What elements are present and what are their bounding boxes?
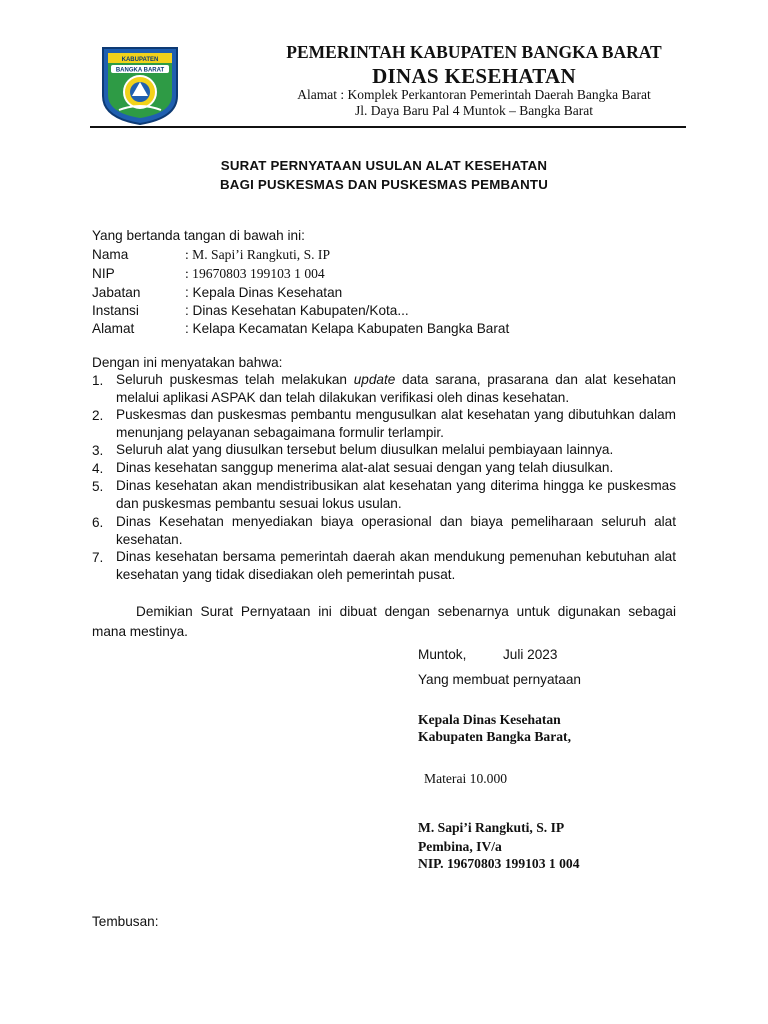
list-item: Dinas Kesehatan menyediakan biaya operasional dan biaya pemeliharaan seluruh alat kesehatan.: [116, 514, 676, 547]
field-label-alamat: Alamat: [92, 321, 135, 336]
signer-rank: Pembina, IV/a: [418, 839, 502, 854]
closing-paragraph: Demikian Surat Pernyataan ini dibuat dengan sebenarnya untuk digunakan sebagai mana mestinya.: [92, 604, 676, 639]
item-number: 5.: [92, 479, 104, 494]
field-value-nama: : M. Sapi’i Rangkuti, S. IP: [185, 247, 331, 262]
signer-position-1: Kepala Dinas Kesehatan: [418, 712, 561, 727]
letterhead-divider: [90, 126, 686, 128]
address-line-1: Alamat : Komplek Perkantoran Pemerintah Daerah Bangka Barat: [297, 87, 651, 102]
field-label-nip: NIP: [92, 266, 115, 281]
list-item: Dinas kesehatan bersama pemerintah daerah akan mendukung pemenuhan kebutuhan alat kesehatan yang tidak disediakan oleh pemerintah pusat.: [116, 549, 676, 582]
government-name: PEMERINTAH KABUPATEN BANGKA BARAT: [286, 42, 662, 62]
signer-name: M. Sapi’i Rangkuti, S. IP: [418, 820, 565, 835]
list-item: Dinas kesehatan sanggup menerima alat-alat sesuai dengan yang telah diusulkan.: [116, 460, 614, 475]
regency-logo: [99, 44, 181, 126]
document-title-line-1: SURAT PERNYATAAN USULAN ALAT KESEHATAN: [220, 158, 548, 173]
field-value-alamat: : Kelapa Kecamatan Kelapa Kabupaten Bangka Barat: [185, 321, 510, 336]
item-number: 3.: [92, 443, 104, 458]
signer-position-2: Kabupaten Bangka Barat,: [418, 729, 571, 744]
field-value-jabatan: : Kepala Dinas Kesehatan: [185, 285, 343, 300]
agency-name: DINAS KESEHATAN: [372, 64, 576, 88]
logo-top-text: KABUPATEN: [121, 57, 159, 63]
statement-intro: Dengan ini menyatakan bahwa:: [92, 355, 283, 370]
signing-date: Juli 2023: [503, 647, 558, 662]
field-label-instansi: Instansi: [92, 303, 139, 318]
signing-place: Muntok,: [418, 647, 467, 662]
item-number: 7.: [92, 550, 104, 565]
address-line-2: Jl. Daya Baru Pal 4 Muntok – Bangka Barat: [354, 103, 594, 118]
item-number: 1.: [92, 373, 104, 388]
list-item: Puskesmas dan puskesmas pembantu mengusulkan alat kesehatan yang dibutuhkan dalam menunjang pelayanan sebagaimana formulir terlampir.: [116, 407, 676, 440]
list-item: Seluruh puskesmas telah melakukan update data sarana, prasarana dan alat kesehatan melalui aplikasi ASPAK dan telah dilakukan verifikasi oleh dinas kesehatan.: [116, 372, 676, 405]
intro-text: Yang bertanda tangan di bawah ini:: [92, 228, 305, 243]
carbon-copy-label: Tembusan:: [92, 914, 159, 929]
field-value-nip: : 19670803 199103 1 004: [185, 266, 325, 281]
list-item: Dinas kesehatan akan mendistribusikan alat kesehatan yang diterima hingga ke puskesmas dan puskesmas pembantu sesuai lokus usulan.: [116, 478, 676, 511]
field-label-jabatan: Jabatan: [92, 285, 141, 300]
item-number: 2.: [92, 408, 104, 423]
item-number: 4.: [92, 461, 104, 476]
statement-maker: Yang membuat pernyataan: [418, 672, 581, 687]
document-title-line-2: BAGI PUSKESMAS DAN PUSKESMAS PEMBANTU: [219, 177, 549, 192]
field-label-nama: Nama: [92, 247, 129, 262]
item-number: 6.: [92, 515, 104, 530]
field-value-instansi: : Dinas Kesehatan Kabupaten/Kota...: [185, 303, 409, 318]
signer-nip: NIP. 19670803 199103 1 004: [418, 856, 580, 871]
logo-label-text: BANGKA BARAT: [115, 67, 165, 74]
stamp-duty-note: Materai 10.000: [424, 771, 508, 786]
list-item: Seluruh alat yang diusulkan tersebut belum diusulkan melalui pembiayaan lainnya.: [116, 442, 614, 457]
